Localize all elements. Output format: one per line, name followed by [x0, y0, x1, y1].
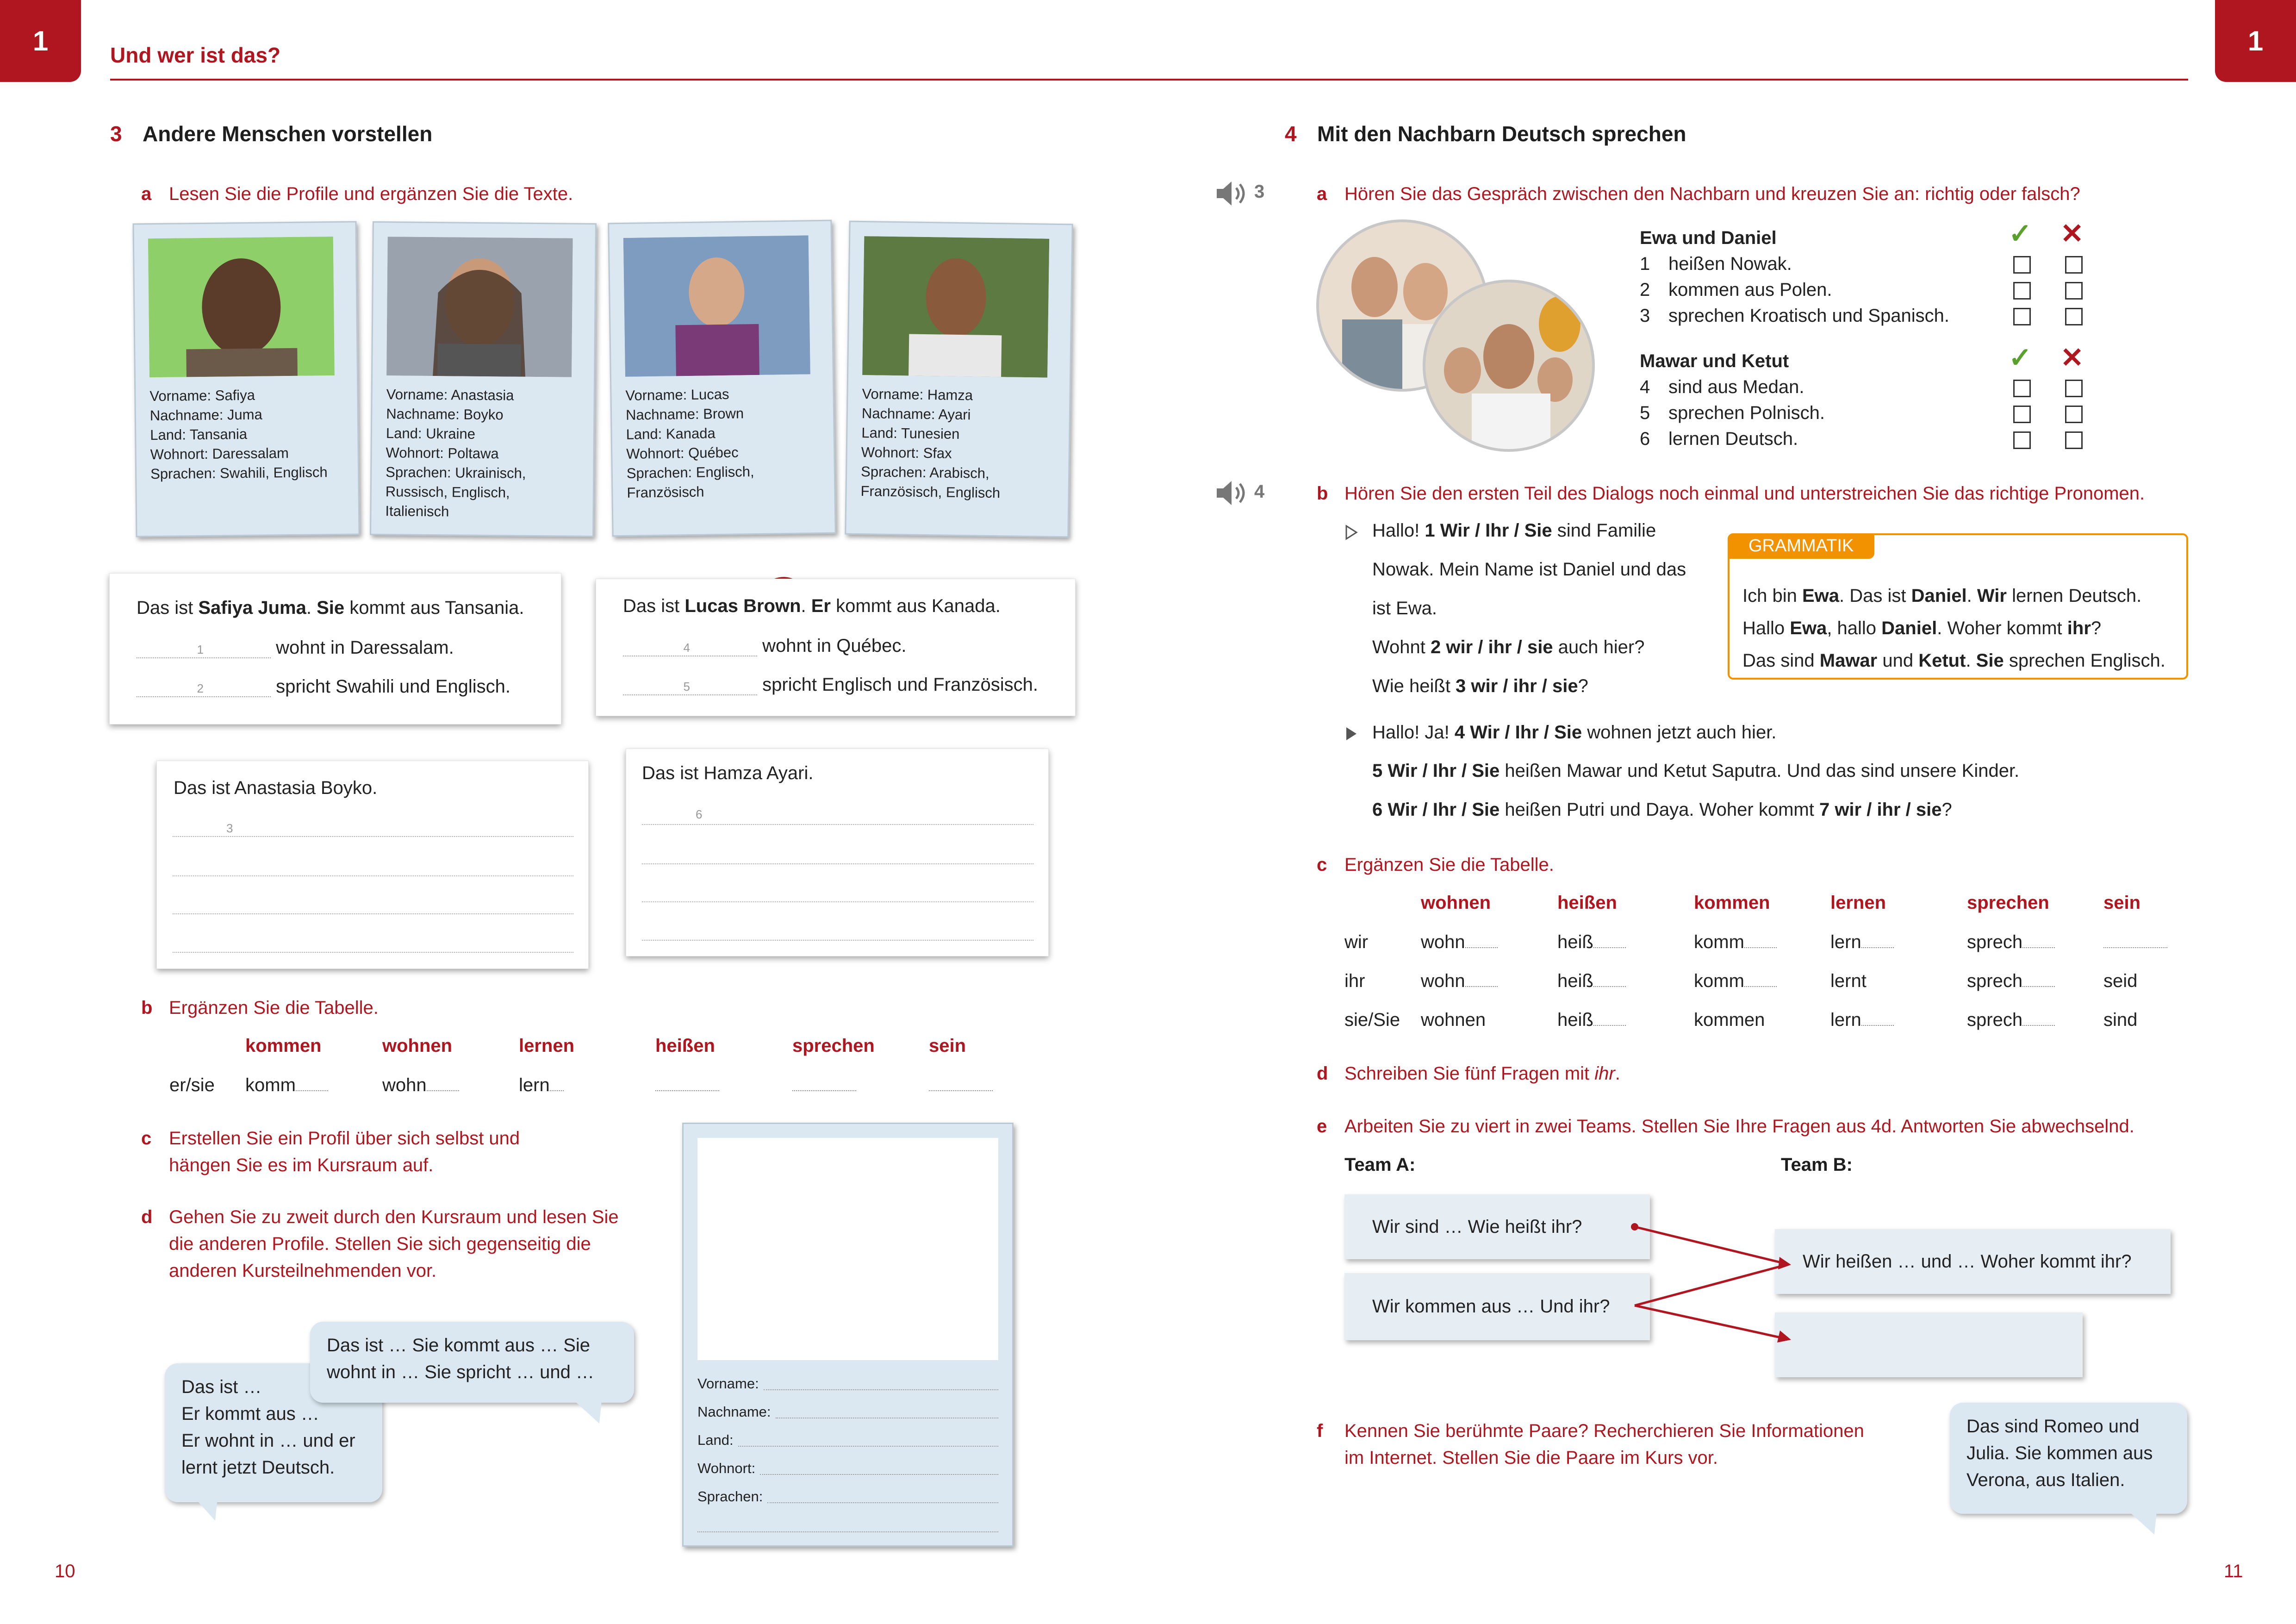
box-line-1: 4 wohnt in Québec. [623, 636, 906, 656]
dialog-line: 5 Wir / Ihr / Sie heißen Mawar und Ketut Saputra. Und das sind unsere Kinder. [1372, 761, 2020, 781]
table-cell[interactable]: komm [245, 1075, 328, 1096]
box-sentence: Das ist Safiya Juma. Sie kommt aus Tansania. [137, 598, 524, 618]
answer-line[interactable] [642, 939, 1033, 941]
table-header: sprechen [1967, 893, 2049, 913]
team-a-label: Team A: [1344, 1155, 1416, 1175]
dialog-line: Wie heißt 3 wir / ihr / sie? [1372, 676, 1588, 696]
row-label: er/sie [169, 1075, 215, 1095]
task-3b: b Ergänzen Sie die Tabelle. [141, 998, 379, 1018]
blank-profile-form [682, 1123, 1014, 1547]
form-field-lastname[interactable]: Nachname: [697, 1398, 998, 1426]
task-4d: d Schreiben Sie fünf Fragen mit ihr. [1317, 1063, 1620, 1084]
bubble-tail-icon [194, 1498, 222, 1525]
answer-line[interactable] [173, 951, 573, 953]
table-cell[interactable] [792, 1075, 856, 1096]
table-header: kommen [1694, 893, 1770, 913]
profile-text: Vorname: Hamza Nachname: Ayari Land: Tunesien Wohnort: Sfax Sprachen: Arabisch, Französisch, Englisch [860, 386, 1001, 501]
table-header: wohnen [1421, 893, 1491, 913]
dialog-line: Hallo! 1 Wir / Ihr / Sie sind Familie [1372, 520, 1656, 541]
portrait-photo [148, 237, 335, 377]
table-header: wohnen [382, 1036, 453, 1056]
speech-bubble: Das ist … Er kommt aus … Er wohnt in … und er lernt jetzt Deutsch. [165, 1363, 382, 1502]
page-number-left: 10 [55, 1561, 75, 1581]
box-line-1: 1 wohnt in Daressalam. [137, 637, 454, 658]
table-header: kommen [245, 1036, 322, 1056]
table-cell[interactable]: lern [1830, 932, 1894, 953]
form-field-country[interactable]: Land: [697, 1426, 998, 1454]
fill-box-safiya [109, 573, 561, 725]
speaker-b-triangle-icon [1344, 725, 1358, 742]
chapter-number: 1 [2247, 25, 2264, 56]
checkbox-false-3[interactable] [2065, 308, 2083, 325]
form-fields [697, 1369, 998, 1532]
table-header: lernen [1830, 893, 1886, 913]
line-number: 3 [226, 821, 233, 835]
row-label: sie/Sie [1344, 1010, 1400, 1030]
team-b-answer-blank[interactable] [1775, 1312, 2083, 1377]
table-cell[interactable]: komm [1694, 932, 1777, 953]
grammar-text: Ich bin Ewa. Das ist Daniel. Wir lernen Deutsch. Hallo Ewa, hallo Daniel. Woher kommt ihr? Das sind Mawar und Ketut. Sie sprechen Englisch. [1742, 586, 2165, 671]
grammar-box [1728, 533, 2188, 680]
team-a-question-2: Wir kommen aus … Und ihr? [1344, 1273, 1650, 1340]
table-cell: sind [2103, 1010, 2138, 1030]
profile-card-anastasia [370, 221, 597, 537]
photo-placeholder[interactable] [697, 1138, 998, 1360]
profile-text: Vorname: Anastasia Nachname: Boyko Land: Ukraine Wohnort: Poltawa Sprachen: Ukrainisch, Russisch, Englisch, Italienisch [385, 386, 526, 520]
box-line-2: 5 spricht Englisch und Französisch. [623, 675, 1038, 695]
answer-line[interactable] [642, 823, 1033, 825]
answer-blank[interactable]: 2 [137, 678, 271, 697]
table-cell[interactable]: heiß [1557, 1010, 1626, 1031]
table-cell[interactable]: wohn [1421, 932, 1498, 953]
checkbox-true-1[interactable] [2013, 256, 2031, 274]
task-3a: a Lesen Sie die Profile und ergänzen Sie die Texte. [141, 184, 573, 204]
speaker-a-triangle-icon [1344, 524, 1358, 541]
answer-line[interactable] [173, 874, 573, 876]
header-rule [110, 79, 2188, 81]
table-cell[interactable] [2103, 932, 2167, 953]
table-cell[interactable]: lern [1830, 1010, 1894, 1031]
table-cell[interactable]: heiß [1557, 932, 1626, 953]
table-cell[interactable]: heiß [1557, 971, 1626, 992]
checkbox-false-5[interactable] [2065, 406, 2083, 423]
table-header: heißen [655, 1036, 715, 1056]
speech-bubble: Das ist … Sie kommt aus … Sie wohnt in … Sie spricht … und … [310, 1322, 634, 1403]
checkbox-false-4[interactable] [2065, 380, 2083, 397]
answer-line[interactable] [173, 912, 573, 914]
fill-box-anastasia [156, 761, 589, 969]
checkbox-true-5[interactable] [2013, 406, 2031, 423]
answer-line[interactable] [642, 862, 1033, 864]
table-cell[interactable]: sprech [1967, 932, 2055, 953]
table-cell[interactable]: sprech [1967, 971, 2055, 992]
box-line-2: 2 spricht Swahili und Englisch. [137, 676, 510, 697]
table-header: sein [2103, 893, 2141, 913]
checkbox-false-6[interactable] [2065, 431, 2083, 449]
answer-blank[interactable]: 1 [137, 639, 271, 658]
table-header: sprechen [792, 1036, 875, 1056]
dialog-line: 6 Wir / Ihr / Sie heißen Putri und Daya. Woher kommt 7 wir / ihr / sie? [1372, 800, 1952, 820]
row-label: wir [1344, 932, 1369, 952]
answer-blank[interactable]: 4 [623, 637, 757, 656]
box-sentence: Das ist Lucas Brown. Er kommt aus Kanada. [623, 596, 1001, 616]
task-3d: d Gehen Sie zu zweit durch den Kursraum und lesen Sie die anderen Profile. Stellen Sie sich gegenseitig die anderen Kursteilnehmenden vor. [141, 1207, 619, 1281]
profile-text: Vorname: Safiya Nachname: Juma Land: Tansania Wohnort: Daressalam Sprachen: Swahili, Englisch [149, 387, 328, 482]
dialog-line: ist Ewa. [1372, 598, 1437, 618]
task-4e: e Arbeiten Sie zu viert in zwei Teams. Stellen Sie Ihre Fragen aus 4d. Antworten Sie abwechselnd. [1317, 1116, 2134, 1137]
cross-icon: ✕ [2060, 342, 2084, 373]
answer-line[interactable] [642, 900, 1033, 902]
table-cell: lernt [1830, 971, 1867, 991]
bubble-tail-icon [574, 1400, 606, 1428]
checkbox-false-2[interactable] [2065, 282, 2083, 300]
answer-blank[interactable]: 5 [623, 676, 757, 695]
team-b-label: Team B: [1781, 1155, 1853, 1175]
chapter-number: 1 [32, 25, 49, 56]
task-4c: c Ergänzen Sie die Tabelle. [1317, 855, 1554, 875]
profile-card-safiya [132, 221, 360, 537]
table-cell[interactable]: wohn [382, 1075, 459, 1096]
speech-bubble: Das sind Romeo und Julia. Sie kommen aus Verona, aus Italien. [1950, 1403, 2187, 1514]
fill-box-hamza [626, 749, 1049, 956]
portrait-photo [623, 235, 810, 377]
chapter-tab-right [2215, 0, 2296, 82]
task-4b: b Hören Sie den ersten Teil des Dialogs noch einmal und unterstreichen Sie das richtige Pronomen. [1317, 483, 2145, 504]
checkbox-true-3[interactable] [2013, 308, 2031, 325]
form-extra-line[interactable] [697, 1511, 998, 1532]
check-icon: ✓ [2009, 342, 2032, 373]
profile-card-hamza [845, 221, 1073, 538]
grammar-label: GRAMMATIK [1728, 533, 1874, 559]
table-cell[interactable] [929, 1075, 993, 1096]
box-sentence: Das ist Hamza Ayari. [642, 763, 814, 783]
checkbox-true-2[interactable] [2013, 282, 2031, 300]
form-field-firstname[interactable]: Vorname: [697, 1369, 998, 1398]
table-header: sein [929, 1036, 966, 1056]
bubble-tail-icon [2129, 1512, 2161, 1539]
team-b-answer-1: Wir heißen … und … Woher kommt ihr? [1775, 1229, 2171, 1294]
box-sentence: Das ist Anastasia Boyko. [174, 778, 378, 798]
table-header: heißen [1557, 893, 1617, 913]
table-header: lernen [519, 1036, 575, 1056]
table-cell[interactable]: sprech [1967, 1010, 2055, 1031]
checkbox-false-1[interactable] [2065, 256, 2083, 274]
table-cell: seid [2103, 971, 2138, 991]
table-cell[interactable] [655, 1075, 719, 1096]
fill-box-lucas [596, 579, 1076, 716]
portrait-photo [862, 236, 1049, 378]
check-icon: ✓ [2009, 218, 2032, 249]
profile-card-lucas [608, 220, 836, 537]
dialog-line: Wohnt 2 wir / ihr / sie auch hier? [1372, 637, 1645, 657]
dialog-line: Hallo! Ja! 4 Wir / Ihr / Sie wohnen jetzt auch hier. [1372, 722, 1777, 743]
task-4f: f Kennen Sie berühmte Paare? Recherchieren Sie Informationen im Internet. Stellen Sie die Paare im Kurs vor. [1317, 1421, 1864, 1468]
true-false-list-1: Ewa und Daniel 1 heißen Nowak. 2 kommen aus Polen. 3 sprechen Kroatisch und Spanisch. [1640, 228, 1950, 326]
true-false-list-2: Mawar und Ketut 4 sind aus Medan. 5 sprechen Polnisch. 6 lernen Deutsch. [1640, 351, 1825, 449]
profile-text: Vorname: Lucas Nachname: Brown Land: Kanada Wohnort: Québec Sprachen: Englisch, Französisch [625, 386, 754, 501]
table-cell[interactable]: komm [1694, 971, 1777, 992]
task-4a: a Hören Sie das Gespräch zwischen den Nachbarn und kreuzen Sie an: richtig oder falsch? [1317, 184, 2080, 204]
table-cell[interactable]: lern [519, 1075, 564, 1096]
table-cell[interactable]: wohn [1421, 971, 1498, 992]
form-field-residence[interactable]: Wohnort: [697, 1454, 998, 1482]
audio-track-number: 3 [1254, 181, 1265, 202]
row-label: ihr [1344, 971, 1365, 991]
table-cell: kommen [1694, 1010, 1765, 1030]
chapter-title: Und wer ist das? [110, 43, 281, 67]
dialog-line: Nowak. Mein Name ist Daniel und das [1372, 559, 1686, 580]
portrait-photo [386, 237, 573, 377]
speaker-icon[interactable] [1215, 180, 1248, 207]
line-number: 6 [696, 807, 703, 821]
checkbox-true-6[interactable] [2013, 431, 2031, 449]
neighbors-photo [1314, 218, 1620, 458]
checkbox-true-4[interactable] [2013, 380, 2031, 397]
table-cell: wohnen [1421, 1010, 1486, 1030]
section-3-title: 3 Andere Menschen vorstellen [110, 122, 433, 146]
section-4-title: 4 Mit den Nachbarn Deutsch sprechen [1285, 122, 1686, 146]
chapter-tab-left [0, 0, 81, 82]
connector-arrows [1629, 1218, 1796, 1352]
task-3c: c Erstellen Sie ein Profil über sich selbst und hängen Sie es im Kursraum auf. [141, 1128, 520, 1175]
audio-track-number: 4 [1254, 481, 1265, 502]
speaker-icon[interactable] [1215, 479, 1248, 507]
form-field-languages[interactable]: Sprachen: [697, 1482, 998, 1511]
cross-icon: ✕ [2060, 218, 2084, 249]
team-a-question-1: Wir sind … Wie heißt ihr? [1344, 1194, 1650, 1259]
page-number-right: 11 [2224, 1561, 2243, 1581]
